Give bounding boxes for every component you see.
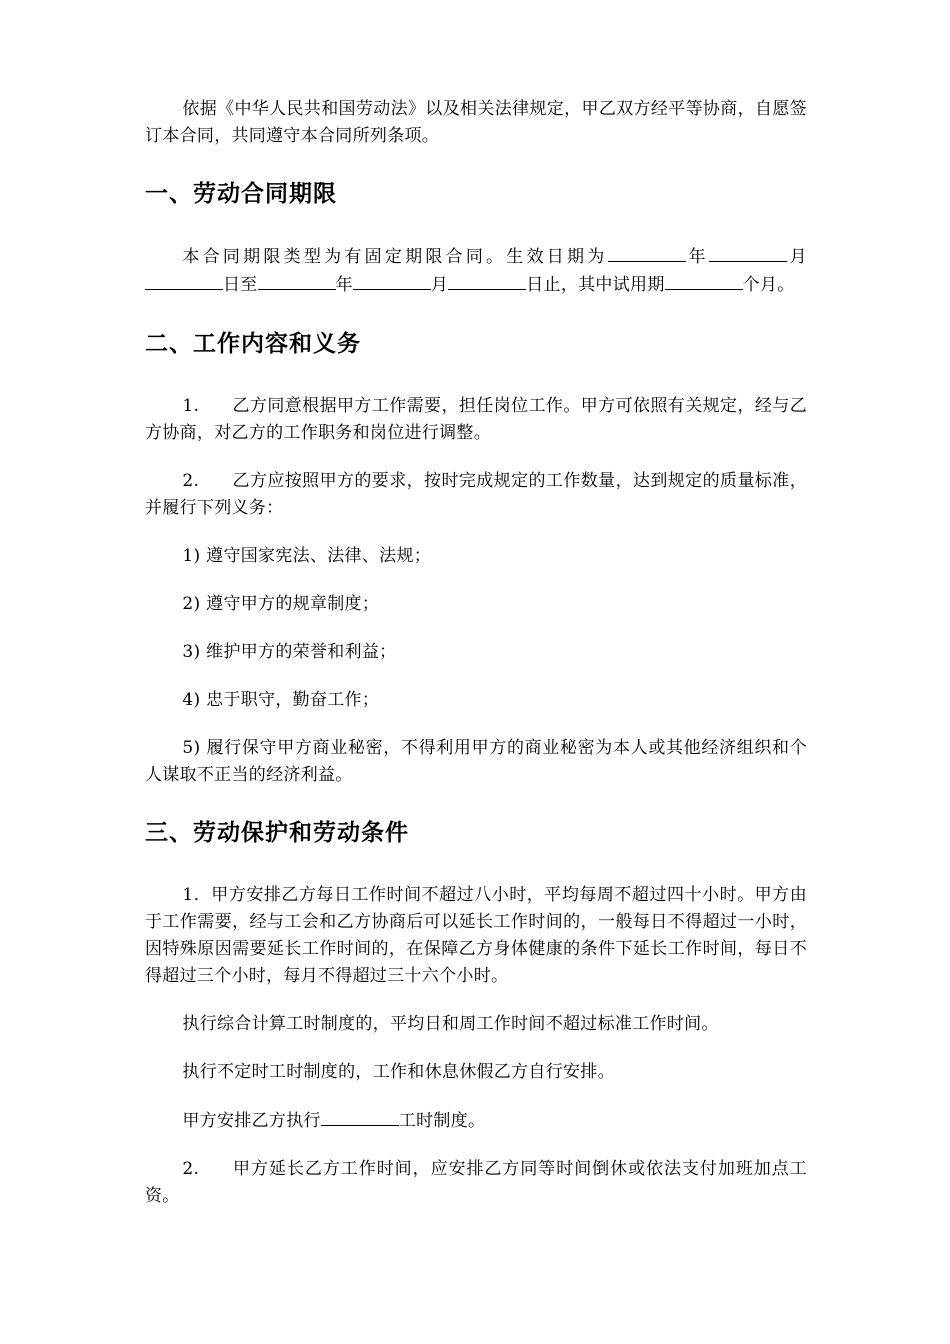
item-number: 2. <box>182 471 200 491</box>
duty-list-item: 3) 维护甲方的荣誉和利益； <box>182 642 397 662</box>
start-day-blank <box>145 271 223 290</box>
document-page <box>145 96 807 1210</box>
flexible-hours-paragraph: 执行不定时工时制度的，工作和休息休假乙方自行安排。 <box>182 1062 615 1082</box>
start-year-blank <box>608 243 686 262</box>
start-month-blank <box>709 243 787 262</box>
probation-unit: 个月。 <box>742 275 795 295</box>
duty-list-item: 2) 遵守甲方的规章制度； <box>182 594 380 614</box>
item-number: 2. <box>182 1159 200 1179</box>
intro-paragraph: 依据《中华人民共和国劳动法》以及相关法律规定，甲乙双方经平等协商，自愿签订本合同，共同遵守本合同所列条项。 <box>145 99 807 146</box>
hours-system-blank <box>321 1107 399 1126</box>
item-text: 甲方延长乙方工作时间，应安排乙方同等时间倒休或依法支付加班加点工资。 <box>145 1159 807 1206</box>
item-number: 1. <box>182 396 200 416</box>
working-hours-paragraph: 1．甲方安排乙方每日工作时间不超过八小时，平均每周不超过四十小时。甲方由于工作需要，经与工会和乙方协商后可以延长工作时间的，一般每日不得超过一小时，因特殊原因需要延长工作时间的，在保障乙方身体健康的条件下延长工作时间，每日不得超过三个小时，每月不得超过三十六个小时。 <box>145 885 807 986</box>
duty-item-1 <box>145 393 807 447</box>
hours-system-paragraph <box>145 1107 807 1135</box>
section2-heading: 二、工作内容和义务 <box>145 331 361 357</box>
probation-blank <box>665 271 743 290</box>
item-text: 乙方应按照甲方的要求，按时完成规定的工作数量，达到规定的质量标准，并履行下列义务： <box>145 471 807 518</box>
end-month-blank <box>353 271 431 290</box>
term-day-label: 日至 <box>223 275 258 295</box>
hours-system-text: 甲方安排乙方执行 <box>182 1111 321 1131</box>
end-year-label: 年 <box>335 275 353 295</box>
term-month-label: 月 <box>786 247 807 267</box>
term-text: 本合同期限类型为有固定期限合同。生效日期为 <box>182 247 608 267</box>
duty-item-2 <box>145 468 807 522</box>
end-month-label: 月 <box>430 275 449 295</box>
probation-label: 日止，其中试用期 <box>526 275 665 295</box>
comprehensive-hours-paragraph: 执行综合计算工时制度的，平均日和周工作时间不超过标准工作时间。 <box>182 1014 719 1034</box>
end-day-blank <box>448 271 526 290</box>
term-year-label: 年 <box>685 247 709 267</box>
end-year-blank <box>258 271 336 290</box>
section3-heading: 三、劳动保护和劳动条件 <box>145 820 409 846</box>
contract-term-paragraph <box>145 243 807 299</box>
overtime-paragraph <box>145 1156 807 1210</box>
duty-list-item: 1) 遵守国家宪法、法律、法规； <box>182 546 432 566</box>
duty-list-item: 5) 履行保守甲方商业秘密，不得利用甲方的商业秘密为本人或其他经济组织和个人谋取不正当的经济利益。 <box>145 738 807 785</box>
section1-heading: 一、劳动合同期限 <box>145 181 337 207</box>
item-text: 乙方同意根据甲方工作需要，担任岗位工作。甲方可依照有关规定，经与乙方协商，对乙方的工作职务和岗位进行调整。 <box>145 396 807 443</box>
hours-system-suffix: 工时制度。 <box>398 1111 486 1131</box>
duty-list-item: 4) 忠于职守，勤奋工作； <box>182 690 380 710</box>
